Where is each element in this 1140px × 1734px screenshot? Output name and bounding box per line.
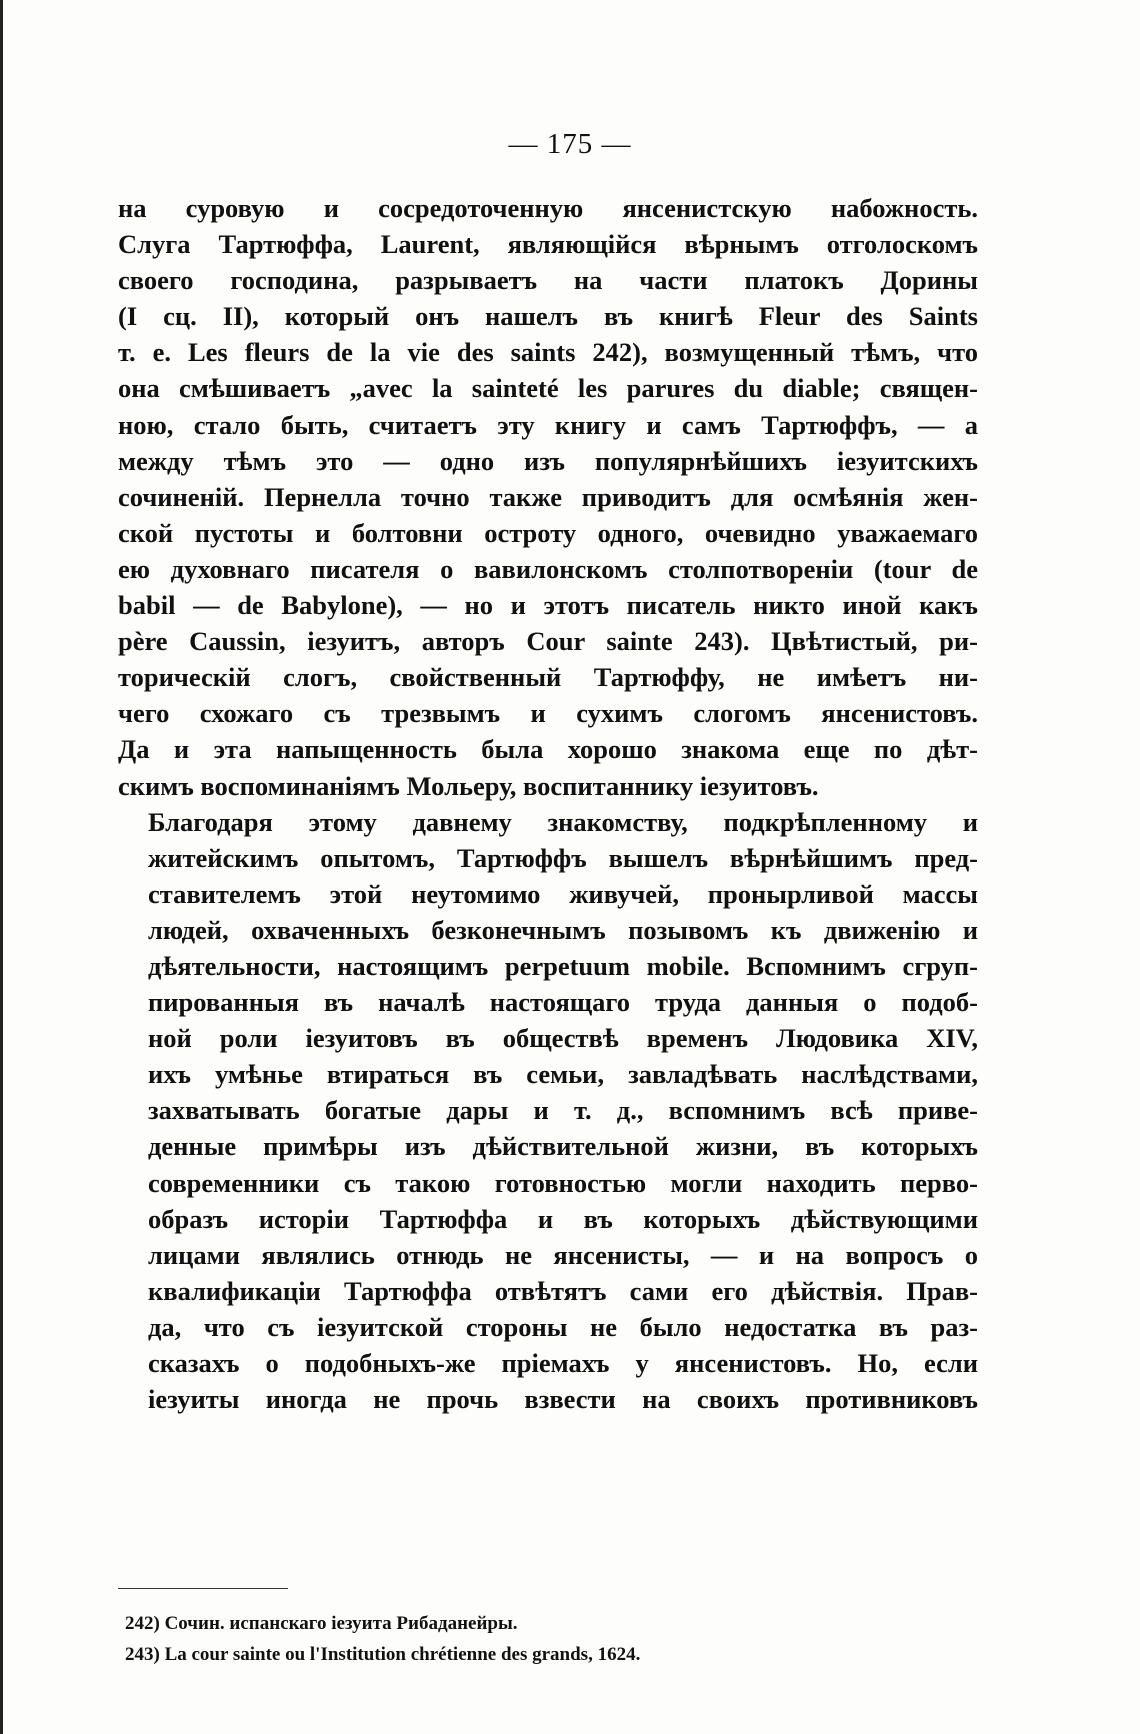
text-line: іезуиты иногда не прочь взвести на своихъ противниковъ — [148, 1384, 978, 1415]
text-line: образъ исторіи Тартюффа и въ которыхъ дѣйствующими — [148, 1203, 978, 1234]
text-line: чего схожаго съ трезвымъ и сухимъ слогомъ янсенистовъ. — [118, 698, 978, 729]
paragraph-2 — [118, 804, 978, 1418]
text-line: дѣятельности, настоящимъ perpetuum mobile. Вспомнимъ сгруп- — [148, 950, 978, 981]
text-line: квалификаціи Тартюффа отвѣтятъ сами его дѣйствія. Прав- — [148, 1275, 978, 1306]
text-line: сказахъ о подобныхъ-же пріемахъ у янсенистовъ. Но, если — [148, 1348, 978, 1378]
text-line: захватывать богатые дары и т. д., вспомнимъ всѣ приве- — [148, 1095, 978, 1126]
text-line: Благодаря этому давнему знакомству, подкрѣпленному и — [148, 806, 978, 837]
text-line: денные примѣры изъ дѣйствительной жизни, въ которыхъ — [148, 1131, 978, 1162]
text-line: житейскимъ опытомъ, Тартюффъ вышелъ вѣрнѣйшимъ пред- — [148, 842, 978, 873]
footnotes — [125, 1608, 825, 1670]
text-line: Слуга Тартюффа, Laurent, являющійся вѣрнымъ отголоскомъ — [118, 229, 978, 260]
body-text — [118, 190, 978, 1417]
text-line: ихъ умѣнье втираться въ семьи, завладѣвать наслѣдствами, — [148, 1059, 978, 1090]
text-line: да, что съ іезуитской стороны не было недостатка въ раз- — [148, 1311, 978, 1342]
text-line: она смѣшиваетъ „avec la sainteté les parures du diable; священ- — [118, 373, 978, 404]
text-line: Да и эта напыщенность была хорошо знакома еще по дѣт- — [118, 734, 978, 765]
text-line: babil — de Babylone), — но и этотъ писатель никто иной какъ — [118, 590, 978, 621]
text-line: т. е. Les fleurs de la vie des saints 242), возмущенный тѣмъ, что — [118, 337, 978, 368]
text-line: ской пустоты и болтовни остроту одного, очевидно уважаемаго — [118, 517, 978, 548]
text-line: ною, стало быть, считаетъ эту книгу и самъ Тартюффъ, — а — [118, 409, 978, 440]
footnote-242: 242) Сочин. испанскаго іезуита Рибаданейры. — [125, 1613, 518, 1634]
text-line: пированныя въ началѣ настоящаго труда данныя о подоб- — [148, 987, 978, 1018]
text-line: на суровую и сосредоточенную янсенистскую набожность. — [118, 193, 978, 223]
page-number: — 175 — — [508, 128, 632, 160]
text-line: лицами являлись отнюдь не янсенисты, — и на вопросъ о — [148, 1239, 978, 1270]
text-line: между тѣмъ это — одно изъ популярнѣйшихъ іезуитскихъ — [118, 445, 978, 476]
text-line: (I сц. II), который онъ нашелъ въ книгѣ Fleur des Saints — [118, 301, 978, 332]
text-line: ставителемъ этой неутомимо живучей, пронырливой массы — [148, 878, 978, 909]
text-line: ной роли іезуитовъ въ обществѣ временъ Людовика XIV, — [148, 1023, 978, 1054]
text-line: своего господина, разрываетъ на части платокъ Дорины — [118, 265, 978, 296]
text-line: ею духовнаго писателя о вавилонскомъ столпотвореніи (tour de — [118, 553, 978, 584]
text-line: père Caussin, іезуитъ, авторъ Cour sainte 243). Цвѣтистый, ри- — [118, 626, 978, 657]
text-line: людей, охваченныхъ безконечнымъ позывомъ къ движенію и — [148, 914, 978, 945]
page-edge — [0, 0, 3, 1734]
text-line: сочиненій. Пернелла точно также приводитъ для осмѣянія жен- — [118, 481, 978, 512]
text-line: скимъ воспоминаніямъ Мольеру, воспитаннику іезуитовъ. — [118, 770, 819, 801]
footnote-separator — [118, 1588, 288, 1589]
text-line: торическій слогъ, свойственный Тартюффу, не имѣетъ ни- — [118, 662, 978, 693]
text-line: современники съ такою готовностью могли находить перво- — [148, 1167, 978, 1198]
paragraph-1 — [118, 190, 978, 804]
footnote-243: 243) La cour sainte ou l'Institution chrétienne des grands, 1624. — [125, 1644, 641, 1665]
